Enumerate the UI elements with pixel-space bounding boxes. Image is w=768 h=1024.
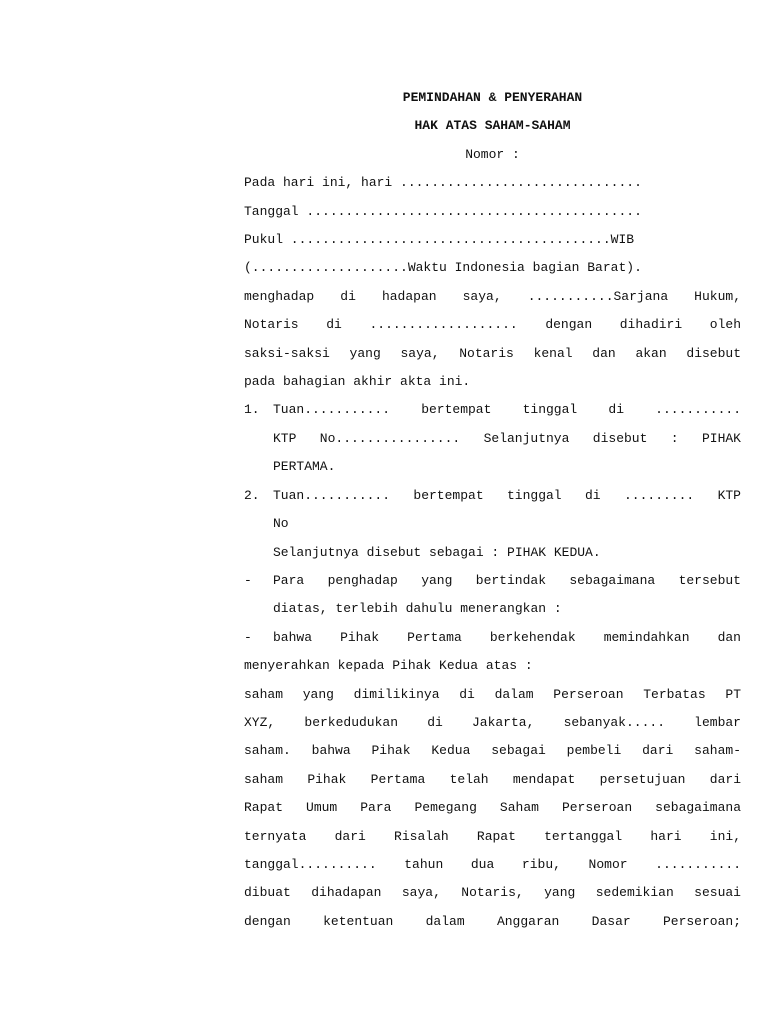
dash-item-parties-line-1: Para penghadap yang bertindak sebagaimana tersebut	[273, 572, 741, 588]
dash-item-transfer-marker: -	[244, 629, 252, 645]
intro-line-witnesses: saksi-saksi yang saya, Notaris kenal dan akan disebut	[244, 345, 741, 361]
party-one-item	[244, 396, 741, 481]
intro-line-day: Pada hari ini, hari ...............................	[244, 175, 642, 191]
dash-item-parties-line-2: diatas, terlebih dahulu menerangkan :	[273, 601, 562, 617]
document-title-line-2: HAK ATAS SAHAM-SAHAM	[414, 118, 571, 134]
intro-line-date: Tanggal ...........................................	[244, 203, 642, 219]
document-number: Nomor :	[465, 146, 520, 162]
intro-line-time: Pukul .........................................WIB	[244, 232, 635, 248]
intro-line-notary: Notaris di ................... dengan dihadiri oleh	[244, 317, 741, 333]
party-one-marker: 1.	[244, 402, 260, 418]
body-line-9: dibuat dihadapan saya, Notaris, yang sedemikian sesuai	[244, 885, 741, 901]
party-one-line-2: KTP No................ Selanjutnya disebut : PIHAK	[273, 430, 741, 446]
party-two-line-2: No	[273, 516, 289, 532]
dash-item-parties-body	[273, 567, 741, 624]
dash-item-parties-marker: -	[244, 572, 252, 588]
intro-line-end: pada bahagian akhir akta ini.	[244, 374, 471, 390]
dash-item-parties	[244, 567, 741, 624]
party-two-marker: 2.	[244, 487, 260, 503]
dash-item-transfer-line-1: bahwa Pihak Pertama berkehendak memindahkan dan	[273, 629, 741, 645]
document-page	[244, 84, 741, 936]
party-one-line-3: PERTAMA.	[273, 459, 336, 475]
dash-item-transfer-body	[273, 624, 741, 652]
dash-item-transfer	[244, 624, 741, 652]
body-line-6: Rapat Umum Para Pemegang Saham Perseroan sebagaimana	[244, 800, 741, 816]
party-two-body	[273, 482, 741, 567]
party-two-line-1: Tuan........... bertempat tinggal di ......... KTP	[273, 487, 741, 503]
body-line-10: dengan ketentuan dalam Anggaran Dasar Perseroan;	[244, 913, 741, 929]
party-two-line-3: Selanjutnya disebut sebagai : PIHAK KEDUA.	[273, 544, 601, 560]
body-line-5: saham Pihak Pertama telah mendapat persetujuan dari	[244, 771, 741, 787]
party-one-body	[273, 396, 741, 481]
body-line-3: XYZ, berkedudukan di Jakarta, sebanyak..... lembar	[244, 714, 741, 730]
document-title-line-1: PEMINDAHAN & PENYERAHAN	[402, 90, 583, 105]
body-line-7: ternyata dari Risalah Rapat tertanggal hari ini,	[244, 828, 741, 844]
body-line-8: tanggal.......... tahun dua ribu, Nomor ...........	[244, 856, 741, 872]
body-line-4: saham. bahwa Pihak Kedua sebagai pembeli dari saham-	[244, 743, 741, 759]
body-line-2: saham yang dimilikinya di dalam Perseroan Terbatas PT	[244, 686, 741, 702]
party-two-item	[244, 482, 741, 567]
party-one-line-1: Tuan........... bertempat tinggal di ...........	[273, 402, 741, 418]
intro-line-appear: menghadap di hadapan saya, ...........Sarjana Hukum,	[244, 288, 741, 304]
body-line-1: menyerahkan kepada Pihak Kedua atas :	[244, 658, 533, 674]
intro-line-timezone: (....................Waktu Indonesia bagian Barat).	[244, 260, 642, 276]
